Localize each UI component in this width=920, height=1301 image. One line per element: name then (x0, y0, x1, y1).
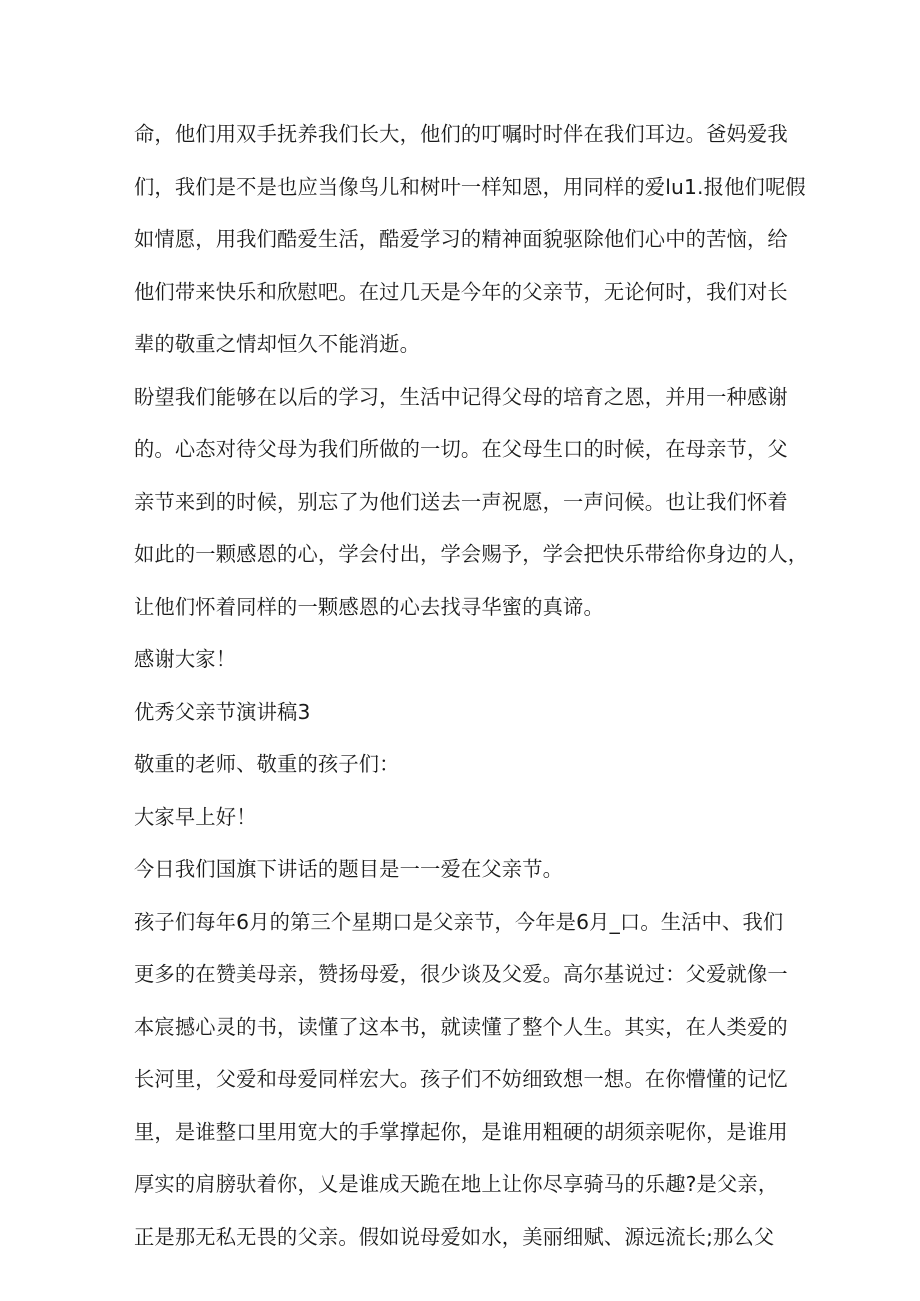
text-line: 命，他们用双手抚养我们长大，他们的叮嘱时时伴在我们耳边。爸妈爱我 (134, 122, 788, 146)
text-line: 的。心态对待父母为我们所做的一切。在父母生口的时候，在母亲节，父 (134, 437, 788, 461)
closing-thanks: 感谢大家！ (134, 647, 237, 671)
text-line: 长河里，父爱和母爱同样宏大。孩子们不妨细致想一想。在你懵懂的记忆 (134, 1067, 788, 1091)
speech-text (134, 108, 809, 1263)
text-line: 正是那无私无畏的父亲。假如说母爱如水，美丽细赋、源远流长;那么父 (134, 1224, 775, 1249)
text-line: 本宸撼心灵的书，读懂了这本书，就读懂了整个人生。其实，在人类爱的 (134, 1014, 788, 1039)
text-line: 让他们怀着同样的一颗感恩的心去找寻华蜜的真谛。 (134, 594, 604, 619)
text-line: 亲节来到的时候，别忘了为他们送去一声祝愿，一声问候。也让我们怀着 (134, 489, 788, 514)
text-line: 更多的在赞美母亲，赞扬母爱，很少谈及父爱。高尔基说过：父爱就像一 (134, 962, 788, 986)
text-line: 他们带来快乐和欣慰吧。在过几天是今年的父亲节，无论何时，我们对长 (134, 279, 788, 304)
text-line: 盼望我们能够在以后的学习，生活中记得父母的培育之恩，并用一种感谢 (134, 384, 788, 409)
topic-line: 今日我们国旗下讲话的题目是一一爱在父亲节。 (134, 857, 564, 881)
text-line: 如情愿，用我们酷爱生活，酷爱学习的精神面貌驱除他们心中的苦恼，给 (134, 227, 788, 251)
text-line: 辈的敬重之情却恒久不能消逝。 (134, 332, 421, 356)
text-line: 如此的一颗感恩的心，学会付出，学会赐予，学会把快乐带给你身边的人， (134, 542, 809, 566)
greeting: 大家早上好！ (134, 804, 257, 829)
text-line: 厚实的肩膀驮着你，乂是谁成天跪在地上让你尽享骑马的乐趣?是父亲， (134, 1172, 779, 1196)
salutation: 敬重的老师、敬重的孩子们： (134, 752, 400, 776)
text-line: 孩子们每年6月的第三个星期口是父亲节，今年是6月_口。生活中、我们 (134, 909, 784, 934)
text-line: 们，我们是不是也应当像鸟儿和树叶一样知恩，用同样的爱lu1.报他们呢假 (134, 174, 806, 199)
text-line: 里，是谁整口里用宽大的手掌撑起你，是谁用粗硬的胡须亲呢你，是谁用 (134, 1119, 788, 1144)
section-title: 优秀父亲节演讲稿3 (134, 699, 311, 724)
